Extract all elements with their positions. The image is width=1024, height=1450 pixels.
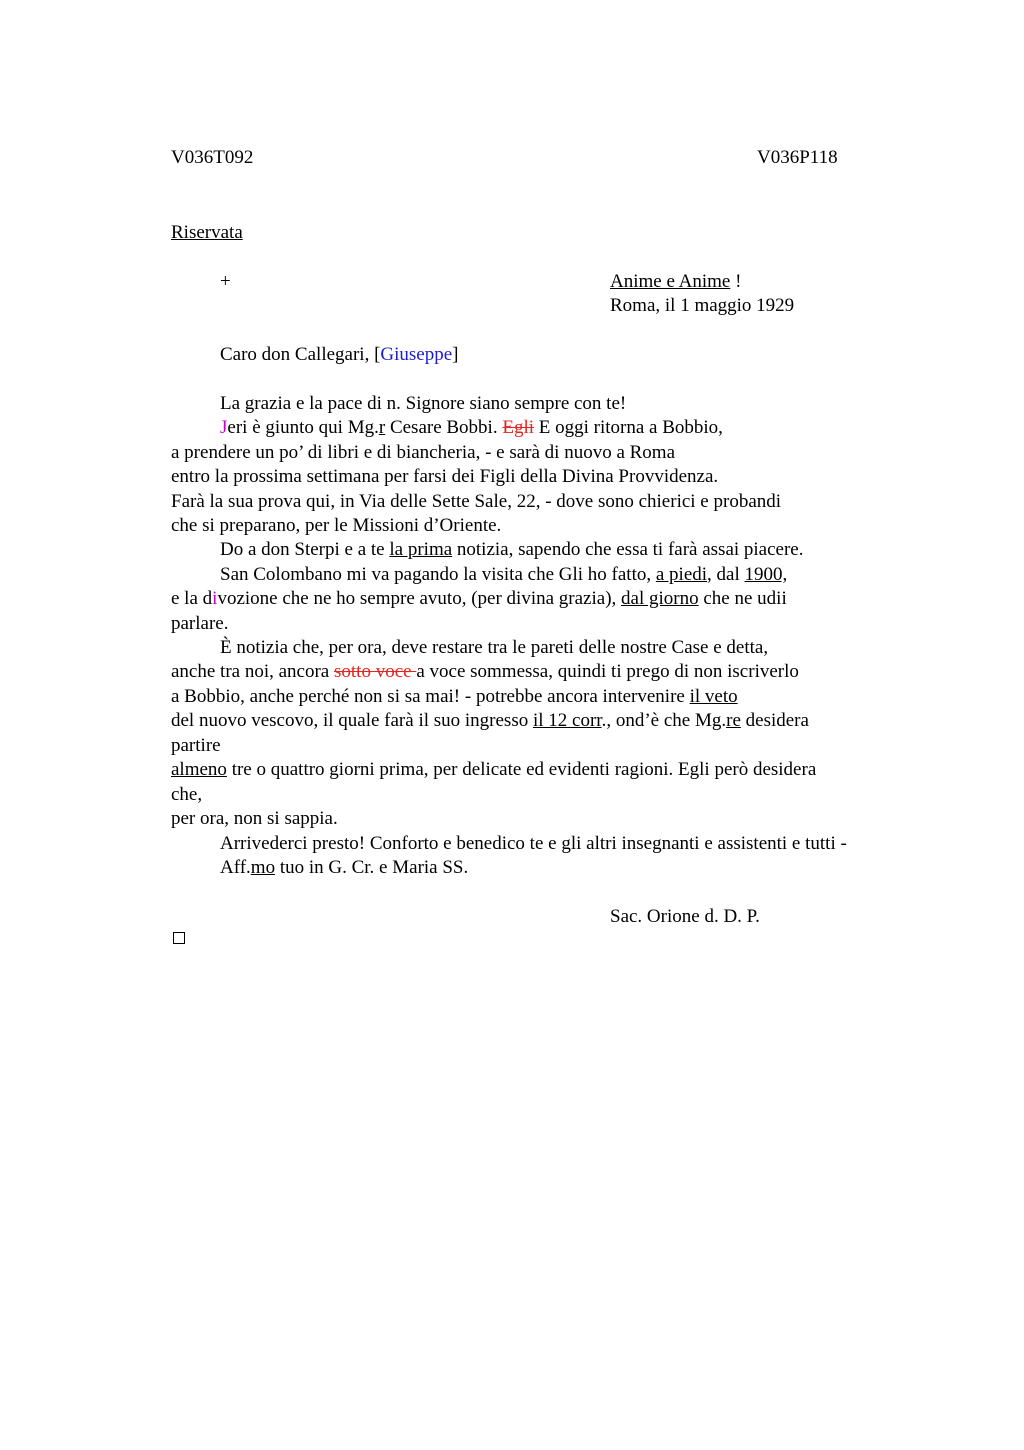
text-run: che ne udii: [698, 588, 787, 609]
text-run: vozione che ne ho sempre avuto, (per divina grazia),: [217, 588, 622, 609]
signature: Sac. Orione d. D. P.: [610, 906, 760, 927]
underlined-text: mo: [250, 857, 276, 878]
body-line: La grazia e la pace di n. Signore siano sempre con te!: [220, 393, 627, 414]
text-run: eri è giunto qui Mg.: [227, 417, 379, 438]
underlined-text: il 12 corr: [532, 710, 602, 731]
struck-text: Egli: [502, 417, 535, 438]
body-line: Farà la sua prova qui, in Via delle Sette Sale, 22, - dove sono chierici e probandi: [171, 491, 782, 512]
underlined-text: r: [378, 417, 386, 438]
text-run: San Colombano mi va pagando la visita che Gli ho fatto,: [220, 564, 656, 585]
initial-letter: J: [220, 417, 228, 438]
text-run: del nuovo vescovo, il quale farà il suo ingresso: [171, 710, 533, 731]
highlighted-letter: i: [212, 588, 218, 609]
body-line: [220, 417, 723, 439]
right-code: V036P118: [757, 147, 838, 168]
body-line: [220, 564, 787, 586]
body-line: per ora, non si sappia.: [171, 808, 338, 829]
text-run: Cesare Bobbi.: [385, 417, 503, 438]
body-line: Arrivederci presto! Conforto e benedico te e gli altri insegnanti e assistenti e tutti -: [220, 833, 847, 854]
body-line: partire: [171, 735, 221, 756]
motto-underlined: Anime e Anime: [610, 271, 731, 292]
body-line: che si preparano, per le Missioni d’Oriente.: [171, 515, 502, 536]
motto: [610, 271, 741, 293]
salutation: [220, 344, 459, 366]
motto-rest: !: [730, 271, 742, 292]
underlined-text: dal giorno: [621, 588, 699, 609]
body-line: [171, 686, 738, 708]
underlined-text: il veto: [689, 686, 738, 707]
underlined-text: almeno: [171, 759, 227, 780]
body-line: [171, 759, 816, 781]
text-run: , dal: [707, 564, 745, 585]
body-line: [220, 539, 804, 561]
underlined-text: 1900,: [744, 564, 788, 585]
text-run: E oggi ritorna a Bobbio,: [534, 417, 723, 438]
square-box-icon: [173, 932, 185, 944]
salutation-text: Caro don Callegari, [: [220, 344, 381, 365]
text-run: ., ond’è che Mg.: [601, 710, 727, 731]
text-run: Do a don Sterpi e a te: [220, 539, 390, 560]
text-run: desidera: [740, 710, 809, 731]
struck-text: sotto voce: [334, 661, 417, 682]
body-line: È notizia che, per ora, deve restare tra le pareti delle nostre Case e detta,: [220, 637, 769, 658]
underlined-text: la prima: [389, 539, 453, 560]
body-line: [171, 661, 799, 683]
text-run: notizia, sapendo che essa ti farà assai piacere.: [452, 539, 804, 560]
underlined-text: a piedi: [655, 564, 708, 585]
body-line: entro la prossima settimana per farsi dei Figli della Divina Provvidenza.: [171, 466, 719, 487]
body-line: a prendere un po’ di libri e di biancheria, - e sarà di nuovo a Roma: [171, 442, 676, 463]
reserved-label-text: Riservata: [171, 222, 243, 243]
body-line: che,: [171, 784, 203, 805]
text-run: tuo in G. Cr. e Maria SS.: [275, 857, 469, 878]
text-run: e la d: [171, 588, 213, 609]
body-line: [171, 588, 787, 610]
text-run: tre o quattro giorni prima, per delicate ed evidenti ragioni. Egli però desidera: [226, 759, 817, 780]
closing-line: [220, 857, 468, 879]
body-line: [171, 710, 809, 732]
dateline: Roma, il 1 maggio 1929: [610, 295, 795, 316]
text-run: Aff.: [220, 857, 251, 878]
underlined-text: re: [726, 710, 741, 731]
salutation-name: Giuseppe: [380, 344, 453, 365]
text-run: anche tra noi, ancora: [171, 661, 334, 682]
left-code: V036T092: [171, 147, 254, 168]
text-run: a voce sommessa, quindi ti prego di non iscriverlo: [416, 661, 799, 682]
salutation-close: ]: [452, 344, 459, 365]
cross-mark: +: [220, 271, 231, 292]
body-line: parlare.: [171, 613, 229, 634]
reserved-label: [171, 222, 243, 244]
text-run: a Bobbio, anche perché non si sa mai! - potrebbe ancora intervenire: [171, 686, 690, 707]
